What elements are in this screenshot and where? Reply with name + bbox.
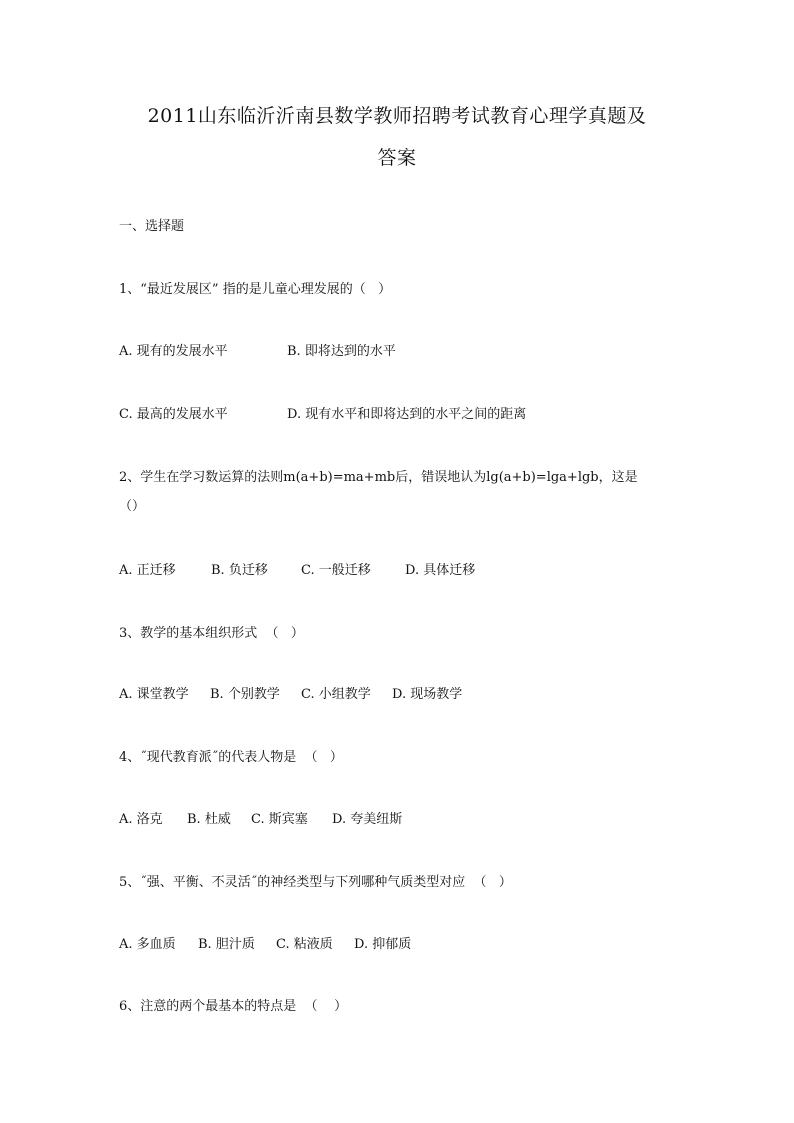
question-6-stem: 6、注意的两个最基本的特点是 （ ）: [119, 999, 348, 1014]
question-4-option-a: A. 洛克: [119, 812, 163, 827]
question-5-option-d: D. 抑郁质: [354, 937, 412, 952]
question-3-option-c: C. 小组教学: [301, 687, 371, 702]
question-2-stem-continuation: （）: [119, 499, 146, 514]
question-5-option-b: B. 胆汁质: [198, 937, 255, 952]
question-4-stem: 4、˝现代教育派˝的代表人物是 （ ）: [119, 750, 343, 765]
question-3-option-b: B. 个别教学: [210, 687, 280, 702]
question-3-option-d: D. 现场教学: [392, 687, 463, 702]
question-1-option-c: C. 最高的发展水平: [119, 407, 228, 422]
document-title-line-1: 2011山东临沂沂南县数学教师招聘考试教育心理学真题及: [147, 105, 647, 127]
question-5-stem: 5、˝强、平衡、不灵活˝的神经类型与下列哪种气质类型对应 （ ）: [119, 875, 512, 890]
question-1-stem: 1、“最近发展区” 指的是儿童心理发展的（ ）: [119, 282, 392, 297]
question-4-option-c: C. 斯宾塞: [251, 812, 308, 827]
question-2-option-c: C. 一般迁移: [301, 563, 371, 578]
question-2-option-a: A. 正迁移: [119, 563, 176, 578]
question-1-option-d: D. 现有水平和即将达到的水平之间的距离: [287, 407, 527, 422]
question-2-stem: 2、学生在学习数运算的法则m(a+b)=ma+mb后，错误地认为lg(a+b)=lga+lgb，这是: [119, 470, 638, 485]
question-3-option-a: A. 课堂教学: [119, 687, 189, 702]
question-5-option-c: C. 粘液质: [276, 937, 333, 952]
section-heading: 一、选择题: [119, 219, 185, 234]
question-1-option-b: B. 即将达到的水平: [287, 344, 396, 359]
question-2-option-d: D. 具体迁移: [405, 563, 476, 578]
question-2-option-b: B. 负迁移: [211, 563, 268, 578]
question-4-option-b: B. 杜威: [187, 812, 231, 827]
question-3-stem: 3、教学的基本组织形式 （ ）: [119, 626, 304, 641]
question-1-option-a: A. 现有的发展水平: [119, 344, 228, 359]
question-5-option-a: A. 多血质: [119, 937, 176, 952]
question-4-option-d: D. 夸美纽斯: [332, 812, 403, 827]
document-title-line-2: 答案: [377, 147, 417, 169]
